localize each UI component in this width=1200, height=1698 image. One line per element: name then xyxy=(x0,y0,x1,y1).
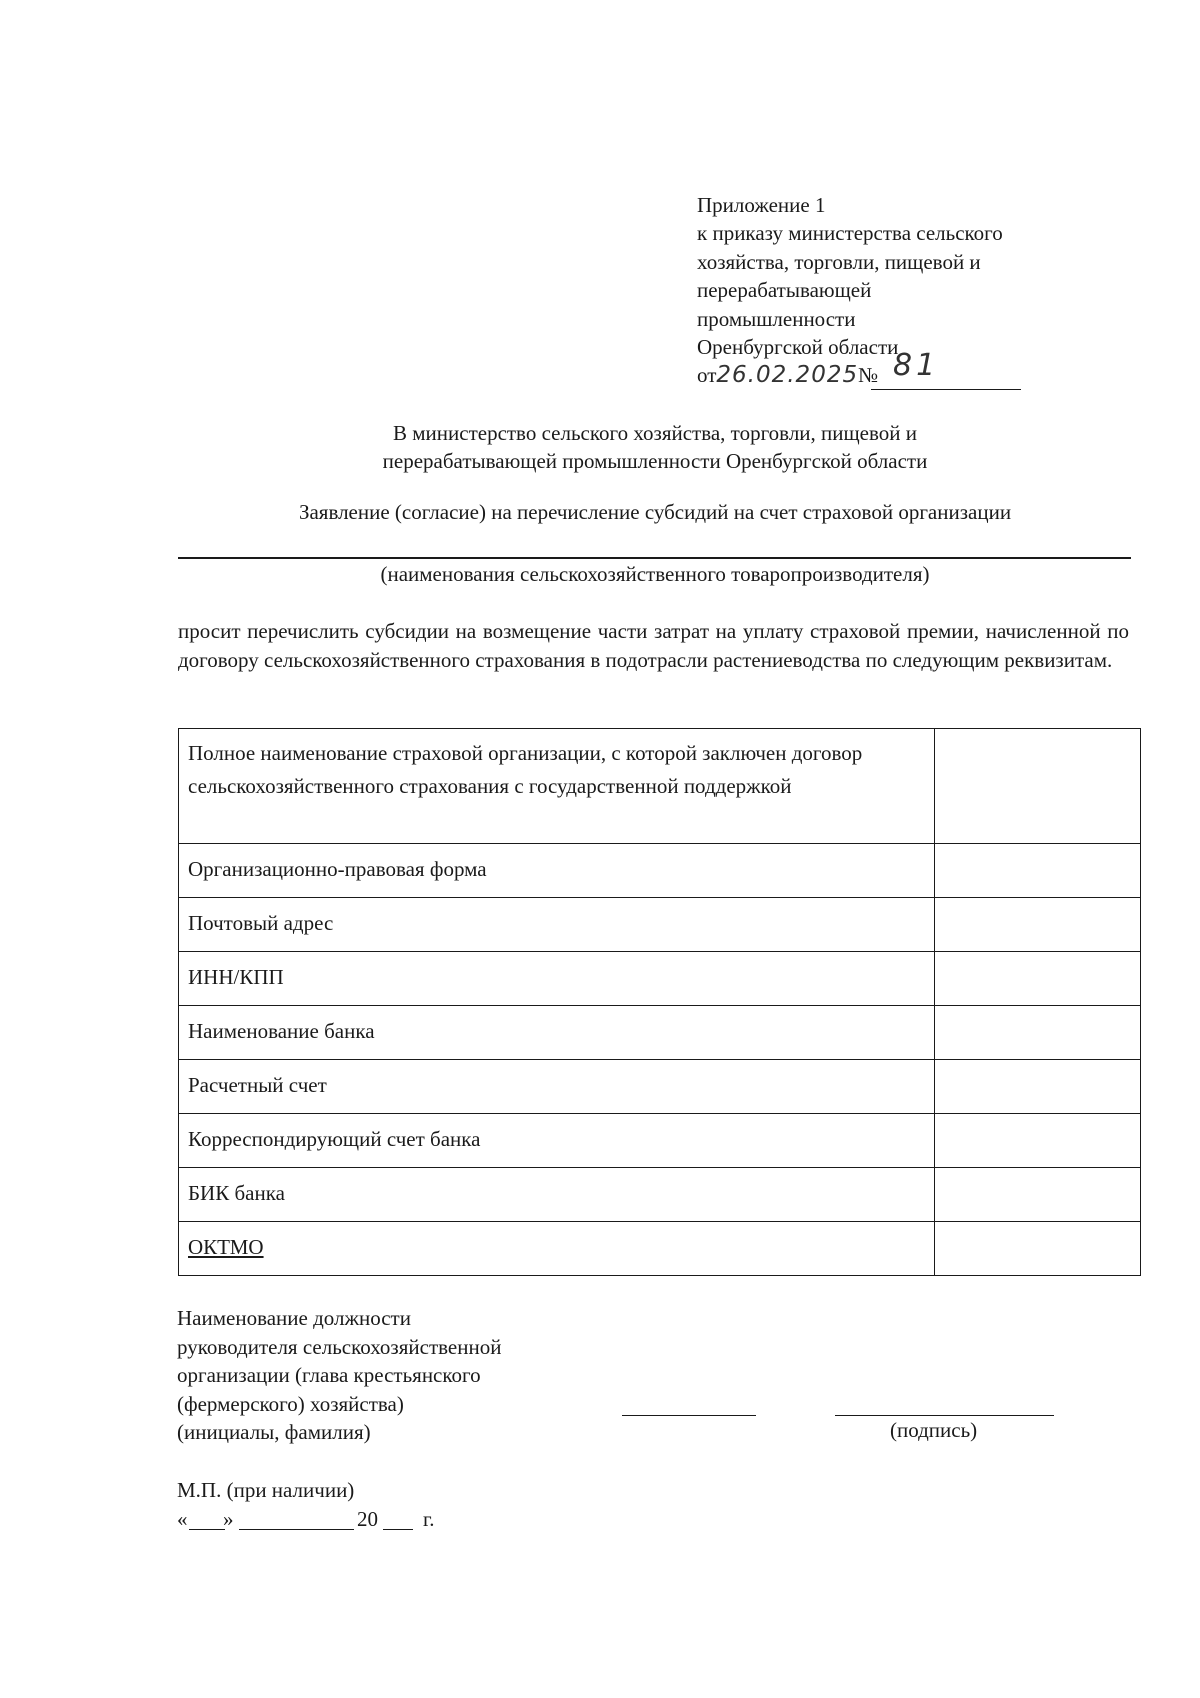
initials-caption: (инициалы, фамилия) xyxy=(177,1420,371,1444)
order-date-line xyxy=(697,348,1097,391)
requisite-label: ИНН/КПП xyxy=(179,952,935,1006)
requisites-table xyxy=(178,728,1141,1276)
annex-line: промышленности xyxy=(697,306,856,331)
table-row xyxy=(179,1222,1141,1276)
open-quote: « xyxy=(177,1507,188,1531)
annex-line: Приложение 1 xyxy=(697,193,826,217)
table-row xyxy=(179,1006,1141,1060)
order-number-underline xyxy=(871,348,1021,390)
table-row xyxy=(179,844,1141,898)
number-sign: № xyxy=(858,363,879,388)
requisite-value[interactable] xyxy=(935,1168,1141,1222)
order-date-handwritten: 26.02.2025 xyxy=(716,362,859,389)
signature-field[interactable] xyxy=(835,1415,1054,1416)
table-row xyxy=(179,952,1141,1006)
requisite-value[interactable] xyxy=(935,1114,1141,1168)
requisite-label: Расчетный счет xyxy=(179,1060,935,1114)
signature-block xyxy=(177,1304,501,1447)
requisite-label: Корреспондирующий счет банка xyxy=(179,1114,935,1168)
date-prefix: от xyxy=(697,363,717,388)
annex-line: хозяйства, торговли, пищевой и xyxy=(697,249,981,274)
position-line: руководителя сельскохозяйственной xyxy=(177,1334,502,1359)
requisite-value[interactable] xyxy=(935,1222,1141,1276)
producer-name-field[interactable] xyxy=(178,557,1131,559)
requisite-value[interactable] xyxy=(935,898,1141,952)
position-line: организации (глава крестьянского xyxy=(177,1363,481,1387)
document-title: Заявление (согласие) на перечисление субсидий на счет страховой организации xyxy=(298,500,1012,524)
day-field[interactable] xyxy=(189,1529,225,1530)
requisite-label: БИК банка xyxy=(179,1168,935,1222)
position-line: (фермерского) хозяйства) xyxy=(177,1391,404,1416)
requisite-value[interactable] xyxy=(935,844,1141,898)
signature-caption: (подпись) xyxy=(890,1418,978,1442)
table-row xyxy=(179,1060,1141,1114)
annex-line: к приказу министерства сельского xyxy=(697,221,1003,246)
requisite-label: Организационно-правовая форма xyxy=(179,844,935,898)
table-row xyxy=(179,1168,1141,1222)
producer-caption: (наименования сельскохозяйственного товаропроизводителя) xyxy=(380,562,930,586)
requisite-value[interactable] xyxy=(935,729,1141,844)
year-field[interactable] xyxy=(383,1529,413,1530)
annex-line: перерабатывающей xyxy=(697,278,872,303)
signing-date-line xyxy=(177,1505,477,1535)
table-row xyxy=(179,1114,1141,1168)
requisite-label xyxy=(179,1222,935,1276)
month-field[interactable] xyxy=(239,1529,354,1530)
addressee xyxy=(120,419,1190,475)
annex-header xyxy=(697,191,1097,391)
request-paragraph: просит перечислить субсидии на возмещение части затрат на уплату страховой премии, начисленной по договору сельскохозяйственного страхования в подотрасли растениеводства по следующим реквизитам. xyxy=(178,619,1129,672)
requisite-value[interactable] xyxy=(935,1006,1141,1060)
requisite-value[interactable] xyxy=(935,1060,1141,1114)
addressee-line: В министерство сельского хозяйства, торговли, пищевой и xyxy=(392,421,917,445)
close-quote: » xyxy=(223,1507,234,1531)
position-line: Наименование должности xyxy=(177,1306,411,1330)
annex-line: Оренбургской области xyxy=(697,335,899,360)
year-prefix: 20 xyxy=(357,1507,378,1531)
requisite-label: Почтовый адрес xyxy=(179,898,935,952)
table-row xyxy=(179,898,1141,952)
requisite-label: Наименование банка xyxy=(179,1006,935,1060)
table-row xyxy=(179,729,1141,844)
requisite-label: Полное наименование страховой организации, с которой заключен договор сельскохозяйственного страхования с государственной поддержкой xyxy=(179,729,935,844)
initials-field[interactable] xyxy=(622,1415,756,1416)
stamp-note: М.П. (при наличии) xyxy=(177,1478,355,1502)
requisite-value[interactable] xyxy=(935,952,1141,1006)
year-suffix: г. xyxy=(423,1507,435,1531)
oktmo-label: ОКТМО xyxy=(188,1235,264,1259)
order-number-handwritten: 81 xyxy=(893,348,940,384)
addressee-line: перерабатывающей промышленности Оренбургской области xyxy=(382,449,928,473)
